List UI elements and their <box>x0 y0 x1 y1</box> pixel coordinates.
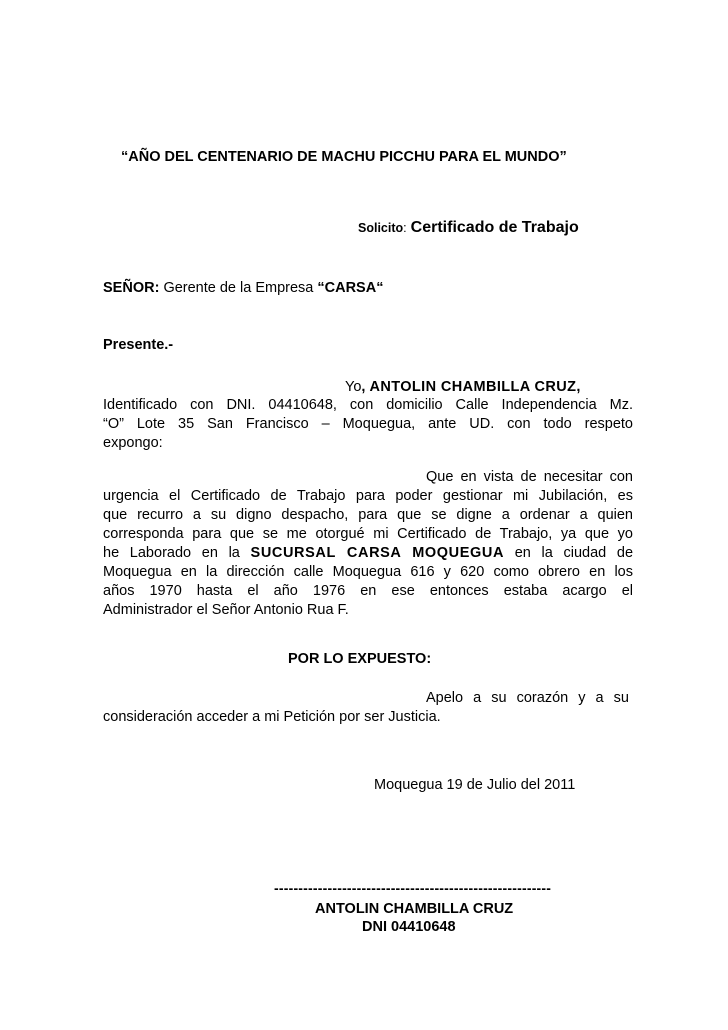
addressee-label: SEÑOR: <box>103 280 160 296</box>
branch-name: SUCURSAL CARSA MOQUEGUA <box>250 545 505 561</box>
subject-separator: : <box>403 221 407 235</box>
closing-second-line: consideración acceder a mi Petición por ser Justicia. <box>103 709 441 725</box>
document-motto: “AÑO DEL CENTENARIO DE MACHU PICCHU PARA EL MUNDO” <box>121 149 567 165</box>
body-text: en la ciudad de <box>514 545 634 561</box>
body-line <box>103 544 633 563</box>
intro-first-line <box>345 379 581 395</box>
body-line: urgencia el Certificado de Trabajo para poder gestionar mi Jubilación, es <box>103 488 633 504</box>
body-line: que recurro a su digno despacho, para que se digne a ordenar a quien <box>103 507 633 523</box>
subject-value: Certificado de Trabajo <box>410 219 579 236</box>
intro-yo: Yo <box>345 379 362 395</box>
signature-dni: DNI 04410648 <box>362 919 456 935</box>
intro-line: expongo: <box>103 435 163 451</box>
por-lo-expuesto-heading: POR LO EXPUESTO: <box>288 651 432 667</box>
body-line: Moquegua en la dirección calle Moquegua 616 y 620 como obrero en los <box>103 564 633 580</box>
addressee-company: “CARSA“ <box>317 280 384 296</box>
body-line: corresponda para que se me otorgué mi Certificado de Trabajo, ya que yo <box>103 526 633 542</box>
intro-name: ANTOLIN CHAMBILLA CRUZ, <box>369 379 581 395</box>
intro-line: Identificado con DNI. 04410648, con domicilio Calle Independencia Mz. <box>103 397 633 413</box>
date-place: Moquegua 19 de Julio del 2011 <box>374 777 576 793</box>
body-text: he Laborado en la <box>103 545 240 561</box>
signature-line: --------------------------------------------------------- <box>274 880 552 896</box>
addressee-line <box>103 280 383 296</box>
subject-label: Solicito <box>358 221 404 235</box>
signature-name: ANTOLIN CHAMBILLA CRUZ <box>315 901 514 917</box>
greeting: Presente.- <box>103 337 174 353</box>
subject-line <box>358 219 579 237</box>
intro-line: “O” Lote 35 San Francisco – Moquegua, ante UD. con todo respeto <box>103 416 633 432</box>
body-line: años 1970 hasta el año 1976 en ese entonces estaba acargo el <box>103 583 633 599</box>
intro-comma: , <box>361 379 366 395</box>
addressee-text: Gerente de la Empresa <box>163 280 314 296</box>
body-line: Administrador el Señor Antonio Rua F. <box>103 602 349 618</box>
closing-first-line: Apelo a su corazón y a su <box>426 690 629 706</box>
body-first-line: Que en vista de necesitar con <box>426 469 633 485</box>
